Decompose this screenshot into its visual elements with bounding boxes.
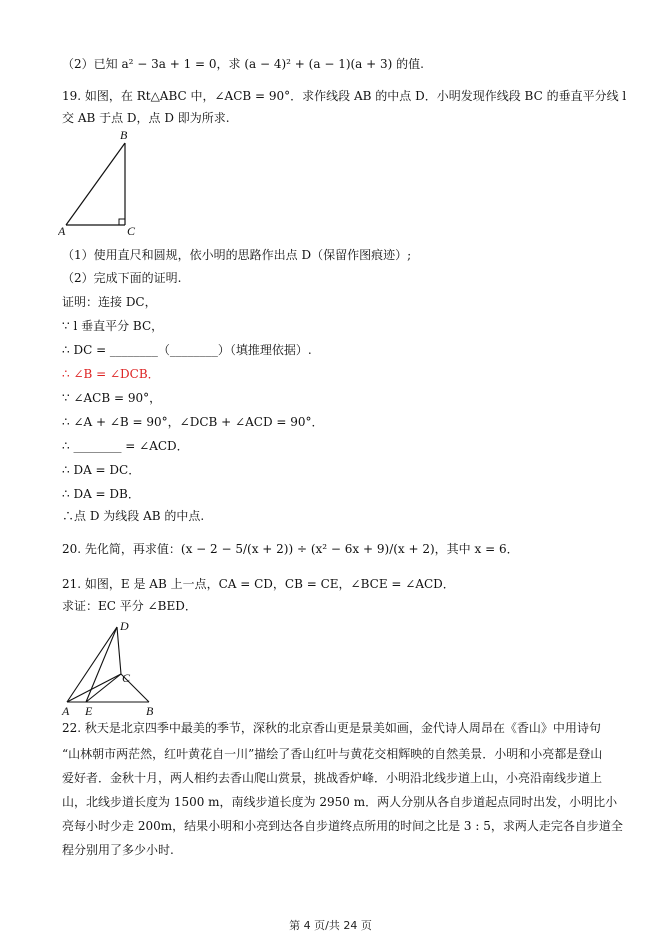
label-e: E [85, 704, 93, 718]
q21-line1: 21. 如图，E 是 AB 上一点，CA = CD，CB = CE，∠BCE = ∠ACD． [62, 577, 455, 591]
label-d: D [120, 619, 129, 633]
q19-sub1: （1）使用直尺和圆规，依小明的思路作出点 D（保留作图痕迹）; [62, 248, 412, 262]
proof-line-2: ∴ DC = ________（________）（填推理依据）. [62, 343, 312, 357]
proof-line-5: ∴ ∠A + ∠B = 90°，∠DCB + ∠ACD = 90°． [62, 415, 324, 429]
q19-line2: 交 AB 于点 D，点 D 即为所求. [62, 111, 230, 125]
part2-question: （2）已知 a² − 3a + 1 = 0，求 (a − 4)² + (a − 1)(a + 3) 的值. [62, 57, 424, 71]
q20: 20. 先化简，再求值：(x − 2 − 5/(x + 2)) ÷ (x² − 6x + 9)/(x + 2)，其中 x = 6． [62, 542, 519, 556]
proof-line-0: 证明：连接 DC， [62, 295, 157, 309]
proof-line-6: ∴ ________ = ∠ACD． [62, 439, 189, 453]
q19-line1: 19. 如图，在 Rt△ABC 中，∠ACB = 90°．求作线段 AB 的中点 D．小明发现作线段 BC 的垂直平分线 l [62, 89, 627, 103]
q19-sub2: （2）完成下面的证明. [62, 271, 182, 285]
label-c2: C [122, 671, 131, 685]
label-b: B [120, 128, 128, 142]
proof-line-8: ∴ DA = DB． [62, 487, 140, 501]
proof-line-1: ∵ l 垂直平分 BC， [62, 319, 164, 333]
q22-line5: 亮每小时少走 200m，结果小明和小亮到达各自步道终点所用的时间之比是 3 : 5，求两人走完各自步道全 [62, 819, 623, 833]
q22-line4: 山，北线步道长度为 1500 m，南线步道长度为 2950 m．两人分别从各自步道起点同时出发，小明比小 [62, 795, 618, 809]
label-b2: B [146, 704, 154, 718]
triangle-abc-figure [58, 128, 148, 238]
q22-line2: “山林朝市两茫然，红叶黄花自一川”描绘了香山红叶与黄花交相辉映的自然美景．小明和小亮都是登山 [62, 747, 603, 761]
q22-line3: 爱好者．金秋十月，两人相约去香山爬山赏景，挑战香炉峰．小明沿北线步道上山，小亮沿南线步道上 [62, 771, 603, 785]
proof-line-3: ∴ ∠B = ∠DCB． [62, 367, 160, 381]
q22-line1: 22. 秋天是北京四季中最美的季节，深秋的北京香山更是景美如画，金代诗人周昂在《香山》中用诗句 [62, 721, 601, 735]
proof-line-9: ∴点 D 为线段 AB 的中点. [62, 509, 205, 523]
page-footer: 第 4 页/共 24 页 [289, 919, 372, 932]
label-c: C [127, 224, 136, 238]
label-a: A [58, 224, 66, 238]
q22-line6: 程分别用了多少小时. [62, 843, 174, 857]
q21-line2: 求证：EC 平分 ∠BED． [62, 599, 197, 613]
proof-line-4: ∵ ∠ACB = 90°， [62, 391, 162, 405]
label-a2: A [62, 704, 70, 718]
triangle-ecbd-figure [58, 618, 168, 718]
proof-line-7: ∴ DA = DC． [62, 463, 141, 477]
